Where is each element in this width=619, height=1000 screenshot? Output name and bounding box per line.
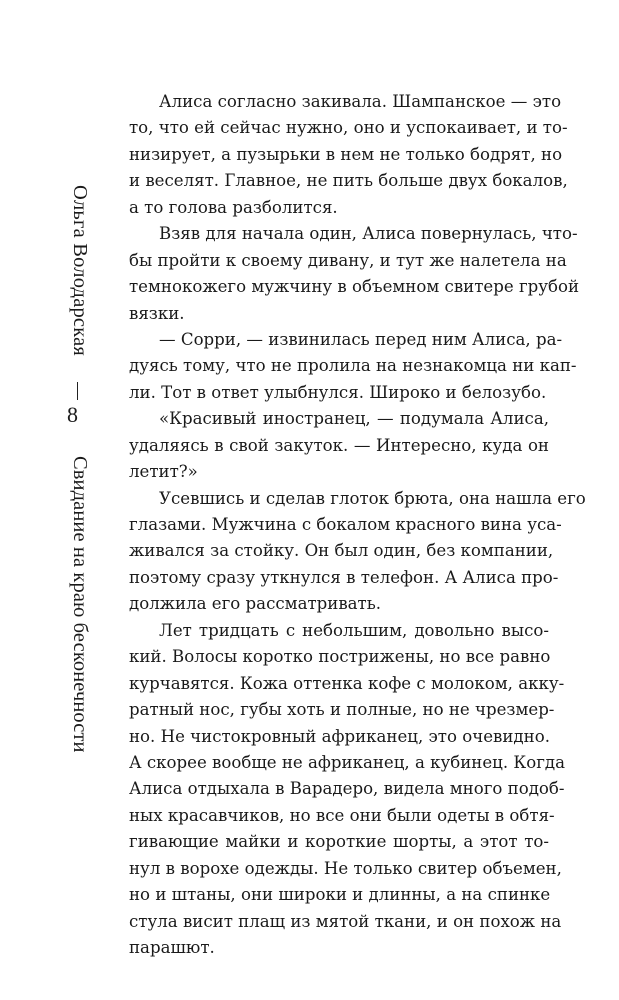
text-line: Алиса согласно закивала. Шампанское — это (159, 92, 562, 111)
text-line: стула висит плащ из мятой ткани, и он похож на (129, 911, 562, 931)
text-line: Алиса отдыхала в Варадеро, видела много подоб- (129, 779, 565, 799)
text-line: гивающие майки и короткие шорты, а этот то- (129, 832, 549, 852)
text-line: и веселят. Главное, не пить больше двух бокалов, (129, 171, 568, 191)
text-line: Усевшись и сделав глоток брюта, она нашла его (159, 488, 586, 508)
text-line: но. Не чистокровный африканец, это очевидно. (129, 726, 550, 746)
text-line: Взяв для начала один, Алиса повернулась, что- (159, 224, 578, 244)
text-line: удаляясь в свой закуток. — Интересно, куда он (129, 435, 549, 455)
running-head-book-title: Свидание на краю бесконечности (69, 456, 91, 753)
text-line: кий. Волосы коротко пострижены, но все равно (129, 647, 551, 667)
text-line: живался за стойку. Он был один, без компании, (129, 541, 554, 561)
text-line: Лет тридцать с небольшим, довольно высо- (159, 620, 549, 640)
text-line: ратный нос, губы хоть и полные, но не чрезмер- (129, 700, 555, 720)
text-line: поэтому сразу уткнулся в телефон. А Алиса про- (129, 567, 559, 587)
text-line: бы пройти к своему дивану, и тут же налетела на (129, 250, 567, 270)
text-line: дуясь тому, что не пролила на незнакомца ни кап- (129, 356, 577, 376)
text-line: должила его рассматривать. (129, 594, 382, 614)
running-head-divider (77, 382, 78, 400)
text-line: темнокожего мужчину в объемном свитере грубой (129, 277, 580, 297)
running-head-author: Ольга Володарская (69, 185, 91, 357)
text-line: курчавятся. Кожа оттенка кофе с молоком, акку- (129, 673, 565, 693)
running-head (0, 0, 110, 1000)
text-line: — Сорри, — извинилась перед ним Алиса, ра- (159, 329, 563, 349)
text-line: но и штаны, они широки и длинны, а на спинке (129, 885, 551, 905)
body-text (129, 89, 586, 961)
text-line: А скорее вообще не африканец, а кубинец. Когда (129, 752, 566, 772)
text-line: ли. Тот в ответ улыбнулся. Широко и белозубо. (129, 382, 547, 402)
text-line: а то голова разболится. (129, 197, 338, 217)
text-line: глазами. Мужчина с бокалом красного вина уса- (129, 515, 562, 534)
text-line: вязки. (129, 303, 185, 323)
text-line: низирует, а пузырьки в нем не только бодрят, но (129, 144, 563, 164)
text-line: «Красивый иностранец, — подумала Алиса, (159, 409, 549, 429)
text-line: парашют. (129, 938, 215, 957)
text-line: то, что ей сейчас нужно, оно и успокаивает, и то- (129, 118, 568, 138)
text-line: летит?» (129, 462, 198, 482)
text-line: ных красавчиков, но все они были одеты в обтя- (129, 805, 555, 825)
text-line: нул в ворохе одежды. Не только свитер объемен, (129, 858, 562, 878)
page-number: 8 (67, 402, 78, 427)
